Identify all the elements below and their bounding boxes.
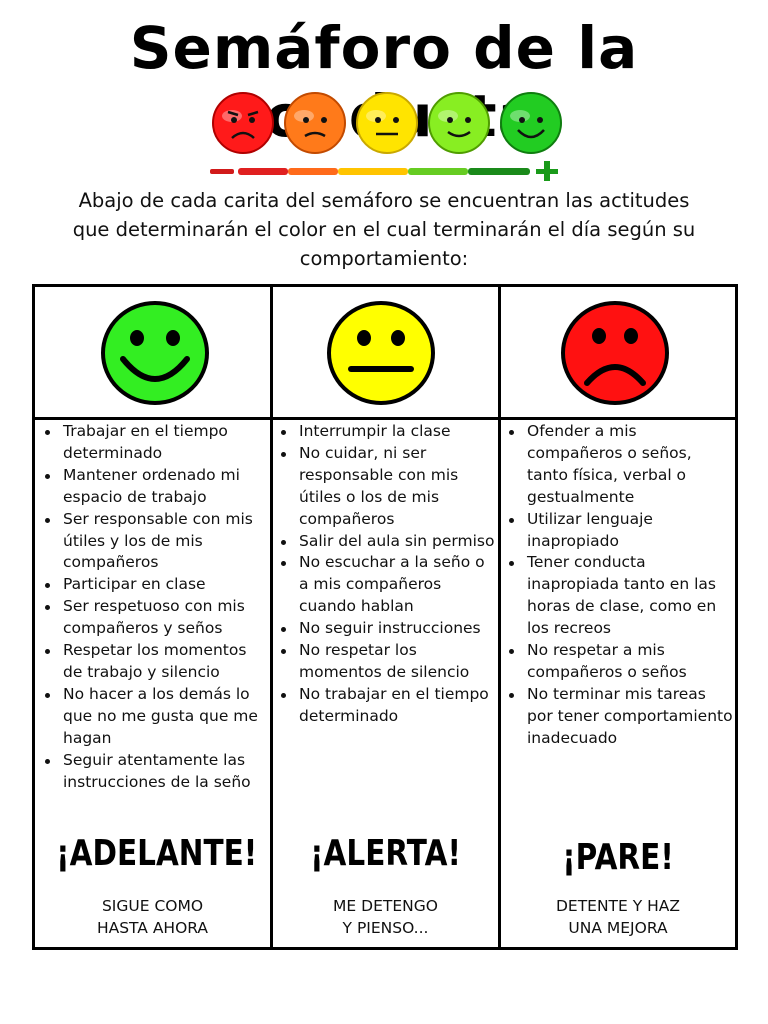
list-item: Trabajar en el tiempo determinado <box>37 421 265 465</box>
list-item: Interrumpir la clase <box>273 421 495 443</box>
behavior-table <box>32 284 738 950</box>
list-item: No escuchar a la seño o a mis compañeros cuando hablan <box>273 552 495 618</box>
happy-face-icon <box>101 301 209 405</box>
list-item: No trabajar en el tiempo determinado <box>273 684 495 728</box>
verdict-go: ¡ADELANTE! <box>56 833 258 874</box>
neutral-mini-face-icon <box>354 90 420 156</box>
list-item: Mantener ordenado mi espacio de trabajo <box>37 465 265 509</box>
behavior-scale-bar <box>208 160 568 188</box>
verdict-stop: ¡PARE! <box>562 837 674 878</box>
angry-face-icon <box>210 90 276 156</box>
list-item: No cuidar, ni ser responsable con mis útiles o los de mis compañeros <box>273 443 495 531</box>
list-item: No terminar mis tareas por tener comportamiento inadecuado <box>501 684 733 750</box>
verdict-stop-subtitle: DETENTE Y HAZ UNA MEJORA <box>555 897 681 937</box>
list-item: No seguir instrucciones <box>273 618 495 640</box>
list-item: Seguir atentamente las instrucciones de la seño <box>37 750 265 794</box>
list-item: No respetar los momentos de silencio <box>273 640 495 684</box>
list-item: No hacer a los demás lo que no me gusta que me hagan <box>37 684 265 750</box>
sad-face-icon <box>561 301 669 405</box>
neutral-face-icon <box>327 301 435 405</box>
mini-face-row <box>210 90 560 156</box>
column-yellow <box>273 287 498 947</box>
red-behaviors-list <box>501 421 733 750</box>
list-item: Ser respetuoso con mis compañeros y seños <box>37 596 265 640</box>
intro-text: Abajo de cada carita del semáforo se encuentran las actitudes que determinarán el color en el cual terminarán el día según su comportamiento: <box>72 189 696 270</box>
list-item: No respetar a mis compañeros o seños <box>501 640 733 684</box>
verdict-go-subtitle: SIGUE COMO HASTA AHORA <box>96 897 209 937</box>
list-item: Ser responsable con mis útiles y los de mis compañeros <box>37 509 265 575</box>
list-item: Participar en clase <box>37 574 265 596</box>
list-item: Ofender a mis compañeros o seños, tanto física, verbal o gestualmente <box>501 421 733 509</box>
verdict-caution: ¡ALERTA! <box>310 833 461 874</box>
column-red <box>501 287 735 947</box>
frown-face-icon <box>282 90 348 156</box>
list-item: Utilizar lenguaje inapropiado <box>501 509 733 553</box>
list-item: Salir del aula sin permiso <box>273 531 495 553</box>
verdict-caution-subtitle: ME DETENGO Y PIENSO... <box>333 897 438 937</box>
green-behaviors-list <box>37 421 265 793</box>
list-item: Respetar los momentos de trabajo y silencio <box>37 640 265 684</box>
page-title: Semáforo de la <box>129 14 639 82</box>
yellow-behaviors-list <box>273 421 495 728</box>
list-item: Tener conducta inapropiada tanto en las horas de clase, como en los recreos <box>501 552 733 640</box>
column-green <box>35 287 270 947</box>
smile-mini-face-icon <box>426 90 492 156</box>
happy-mini-face-icon <box>498 90 564 156</box>
